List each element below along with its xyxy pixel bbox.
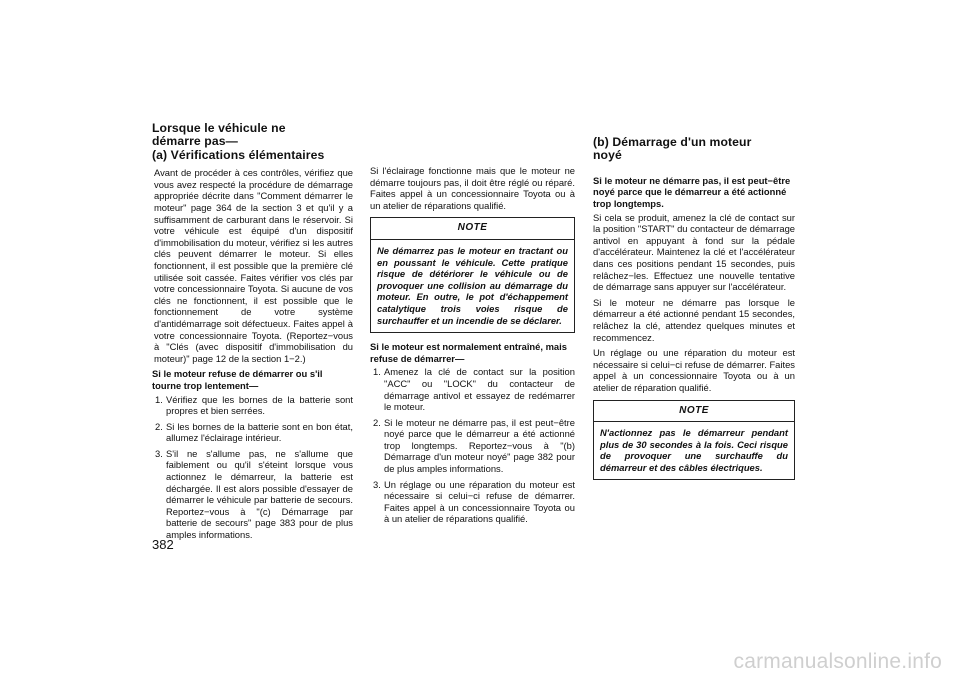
note-text: N'actionnez pas le démarreur pendant plus de 30 secondes à la fois. Ceci risque de provoquer une surchauffe du démarreur et des câbles électriques. [600, 427, 788, 473]
steps-list-normal-crank [370, 366, 575, 525]
step-text: Si le moteur ne démarre pas, il est peut−être noyé parce que le démarreur a été actionné trop longtemps. Reportez−vous à "(b) Démarrage d'un moteur noyé" page 382 pour de plus amples informations. [384, 416, 575, 475]
steps-list-slow-crank [152, 394, 353, 541]
list-item [152, 448, 353, 541]
subheading-normal-crank: Si le moteur est normalement entraîné, mais refuse de démarrer— [370, 341, 567, 364]
lights-paragraph: Si l'éclairage fonctionne mais que le moteur ne démarre toujours pas, il doit être réglé ou réparé. Faites appel à un concessionnaire Toyota ou à un atelier de réparations qualifié. [370, 165, 575, 211]
note-box-towing [370, 217, 575, 333]
subheading-slow-crank: Si le moteur refuse de démarrer ou s'il tourne trop lentement— [152, 368, 323, 391]
step-number: 3. [373, 478, 381, 490]
step-text: S'il ne s'allume pas, ne s'allume que faiblement ou qu'il s'éteint lorsque vous actionnez le démarreur, la batterie est déchargée. Il est alors possible d'essayer de démarrer le véhicule par batterie de secours. Reportez−vous à "(c) Démarrage par batterie de secours" page 383 pour de plus amples informations. [166, 447, 353, 541]
paragraph: Si cela se produit, amenez la clé de contact sur la position "START" du contacteur de démarrage antivol en appuyant à fond sur la pédale d'accélérateur. Maintenez la clé et l'accélérateur dans ces positions pendant 15 secondes, puis relâchez−les. Effectuez une nouvelle tentative de démarrage sans appuyer sur l'accélérateur. [593, 211, 795, 293]
right-column [593, 136, 795, 488]
left-column [152, 122, 353, 545]
paragraph: Si le moteur ne démarre pas lorsque le démarreur a été actionné pendant 15 secondes, relâchez la clé, attendez quelques minutes et recommencez. [593, 296, 795, 343]
watermark: carmanualsonline.info [733, 650, 942, 673]
note-text: Ne démarrez pas le moteur en tractant ou en poussant le véhicule. Cette pratique risque de détériorer le véhicule ou de provoquer une collision au démarrage du moteur. En outre, le pot d'échappement catalytique trois voies risque de surchauffer et un incendie de se déclarer. [377, 244, 568, 326]
note-label: NOTE [371, 218, 574, 240]
step-number: 1. [155, 393, 163, 405]
step-text: Un réglage ou une réparation du moteur est nécessaire si celui−ci refuse de démarrer. Faites appel à un concessionnaire Toyota ou à un atelier de réparations qualifié. [384, 478, 575, 525]
middle-column [370, 165, 575, 529]
section-title-flooded-engine: (b) Démarrage d'un moteur noyé [593, 135, 752, 163]
subheading-flooded: Si le moteur ne démarre pas, il est peut−être noyé parce que le démarreur a été actionné trop longtemps. [593, 174, 791, 209]
note-label: NOTE [594, 401, 794, 423]
list-item [152, 394, 353, 417]
note-box-starter [593, 400, 795, 481]
step-number: 2. [155, 420, 163, 432]
list-item [152, 421, 353, 444]
list-item [370, 479, 575, 525]
intro-paragraph: Avant de procéder à ces contrôles, vérifiez que vous avez respecté la procédure de démarrage appropriée décrite dans "Comment démarrer le moteur" page 364 de la section 3 et qu'il y a suffisamment de carburant dans le réservoir. Si votre véhicule est équipé d'un dispositif d'immobilisation du moteur, vérifiez si les autres clés peuvent démarrer le moteur. Si elles fonctionnent, il est possible que la première clé utilisée soit cassée. Faites vérifier vos clés par votre concessionnaire Toyota. Si aucune de vos clés ne fonctionnent, il est possible que le fonctionnement de votre système d'antidémarrage soit défectueux. Faites appel à votre concessionnaire Toyota. (Reportez−vous à "Clés (avec dispositif d'immobilisation du moteur)" page 12 de la section 1−2.) [154, 167, 353, 364]
list-item [370, 366, 575, 412]
list-item [370, 417, 575, 475]
step-text: Si les bornes de la batterie sont en bon état, allumez l'éclairage intérieur. [166, 420, 353, 444]
page-number: 382 [152, 537, 174, 552]
step-text: Amenez la clé de contact sur la position "ACC" ou "LOCK" du contacteur de démarrage antivol et essayez de redémarrer le moteur. [384, 366, 575, 413]
step-number: 1. [373, 366, 381, 378]
paragraph: Un réglage ou une réparation du moteur est nécessaire si celui−ci refuse de démarrer. Faites appel à un concessionnaire Toyota ou à un atelier de réparation qualifié. [593, 347, 795, 393]
step-number: 2. [373, 416, 381, 428]
step-number: 3. [155, 447, 163, 459]
step-text: Vérifiez que les bornes de la batterie sont propres et bien serrées. [166, 393, 353, 417]
section-title-basic-checks: Lorsque le véhicule ne démarre pas— (a) Vérifications élémentaires [152, 121, 325, 162]
